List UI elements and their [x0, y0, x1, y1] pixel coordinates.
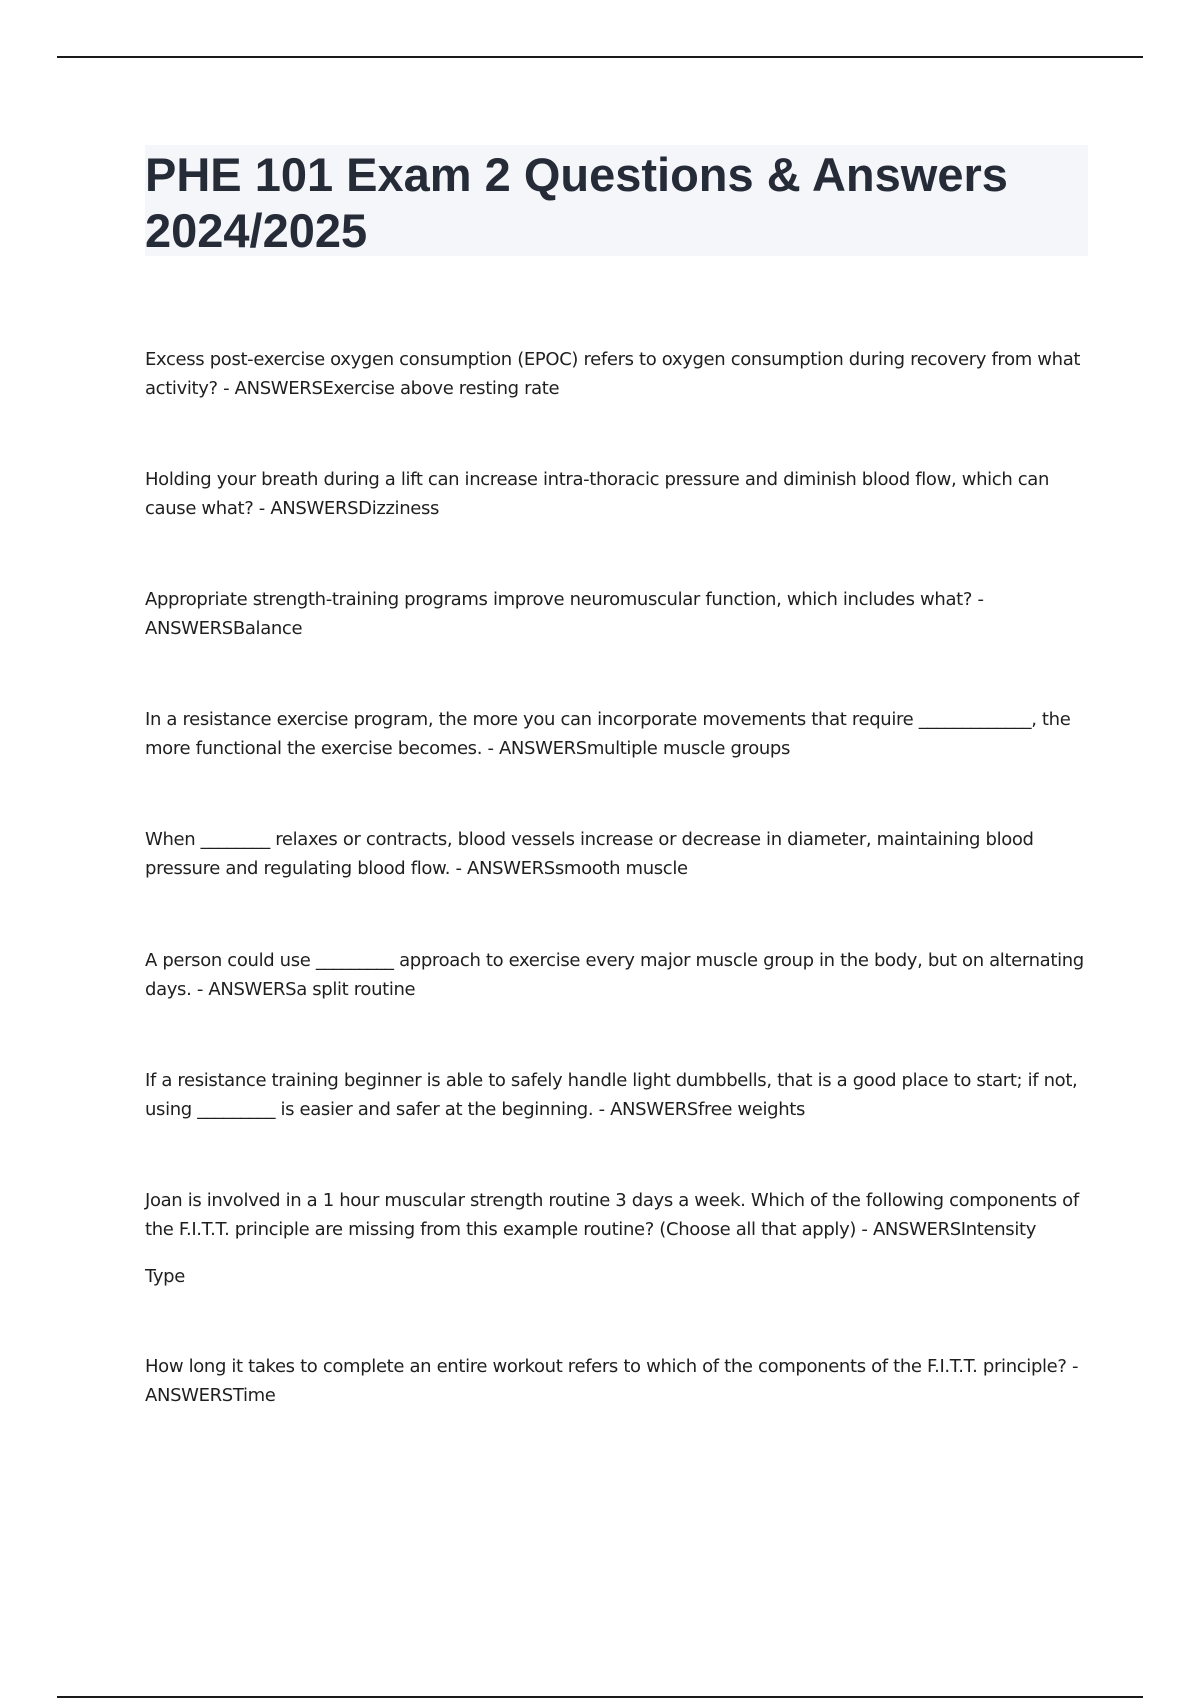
qa-item [145, 1352, 1090, 1410]
qa-item [145, 705, 1090, 763]
qa-item [145, 825, 1090, 883]
page-title: PHE 101 Exam 2 Questions & Answers 2024/2025 [145, 148, 1008, 257]
qa-item [145, 1066, 1090, 1124]
footer-rule [57, 1696, 1143, 1698]
answer-continuation: Type [145, 1266, 185, 1287]
question-text: Appropriate strength-training programs improve neuromuscular function, which includes what? - [145, 589, 984, 610]
question-text: How long it takes to complete an entire workout refers to which of the components of the F.I.T.T. principle? - [145, 1356, 1079, 1377]
qa-item [145, 1186, 1090, 1244]
answer-text: ANSWERSmultiple muscle groups [498, 738, 791, 759]
answer-text: ANSWERSDizziness [270, 498, 440, 519]
answer-text: ANSWERSTime [145, 1385, 276, 1406]
question-text: A person could use _________ approach to exercise every major muscle group in the body, but on alternating days. - [145, 950, 1084, 1000]
answer-text: ANSWERSfree weights [610, 1099, 806, 1120]
header-rule [57, 56, 1143, 58]
question-text: Joan is involved in a 1 hour muscular strength routine 3 days a week. Which of the following components of the F.I.T.T. principle are missing from this example routine? (Choose all that apply) - [145, 1190, 1079, 1240]
answer-text: ANSWERSBalance [145, 618, 303, 639]
answer-text: ANSWERSExercise above resting rate [234, 378, 560, 399]
question-text: When ________ relaxes or contracts, blood vessels increase or decrease in diameter, maintaining blood pressure and regulating blood flow. - [145, 829, 1034, 879]
title-banner [145, 145, 1088, 256]
qa-item [145, 465, 1090, 523]
question-text: In a resistance exercise program, the more you can incorporate movements that require _____________, the more functional the exercise becomes. - [145, 709, 1071, 759]
answer-text: ANSWERSa split routine [208, 979, 416, 1000]
answer-text: ANSWERSsmooth muscle [467, 858, 688, 879]
question-text: Excess post-exercise oxygen consumption (EPOC) refers to oxygen consumption during recovery from what activity? - [145, 349, 1081, 399]
qa-item [145, 946, 1090, 1004]
qa-item [145, 345, 1090, 403]
question-text: Holding your breath during a lift can increase intra-thoracic pressure and diminish blood flow, which can cause what? - [145, 469, 1050, 519]
answer-text: ANSWERSIntensity [872, 1219, 1036, 1240]
question-text: If a resistance training beginner is able to safely handle light dumbbells, that is a good place to start; if not, using _________ is easier and safer at the beginning. - [145, 1070, 1078, 1120]
qa-item [145, 585, 1090, 643]
